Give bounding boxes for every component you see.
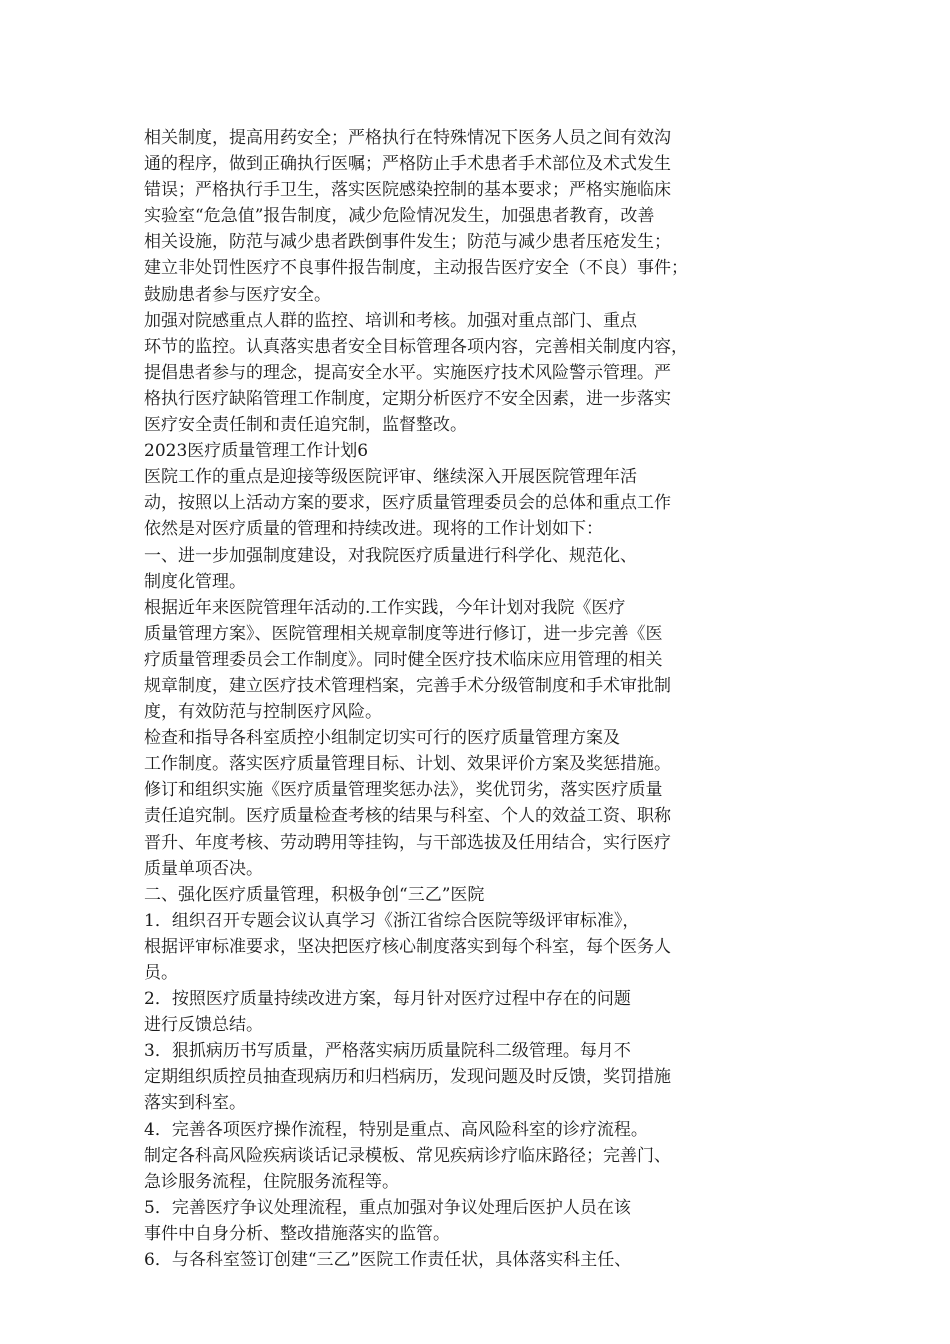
text-line: 度，有效防范与控制医疗风险。 — [144, 702, 382, 723]
text-line: 4．完善各项医疗操作流程，特别是重点、高风险科室的诊疗流程。 — [144, 1119, 648, 1140]
text-line: 二、强化医疗质量管理，积极争创“三乙”医院 — [144, 884, 485, 905]
text-line: 3．狠抓病历书写质量，严格落实病历质量院科二级管理。每月不 — [144, 1041, 631, 1062]
text-line: 进行反馈总结。 — [144, 1015, 263, 1036]
text-line: 制度化管理。 — [144, 571, 246, 592]
text-line: 通的程序，做到正确执行医嘱；严格防止手术患者手术部位及术式发生 — [144, 154, 671, 175]
text-line: 急诊服务流程，住院服务流程等。 — [144, 1171, 399, 1192]
text-line: 定期组织质控员抽查现病历和归档病历，发现问题及时反馈，奖罚措施 — [144, 1067, 671, 1088]
text-line: 环节的监控。认真落实患者安全目标管理各项内容，完善相关制度内容， — [144, 336, 688, 357]
text-line: 责任追究制。医疗质量检查考核的结果与科室、个人的效益工资、职称 — [144, 806, 671, 827]
text-line: 修订和组织实施《医疗质量管理奖惩办法》，奖优罚劣，落实医疗质量 — [144, 780, 663, 801]
text-line: 事件中自身分析、整改措施落实的监管。 — [144, 1223, 450, 1244]
section-heading: 2023医疗质量管理工作计划6 — [144, 441, 369, 462]
text-line: 6．与各科室签订创建“三乙”医院工作责任状，具体落实科主任、 — [144, 1250, 632, 1271]
text-line: 鼓励患者参与医疗安全。 — [144, 284, 331, 305]
text-line: 格执行医疗缺陷管理工作制度，定期分析医疗不安全因素，进一步落实 — [144, 388, 671, 409]
text-line: 规章制度，建立医疗技术管理档案，完善手术分级管制度和手术审批制 — [144, 675, 671, 696]
text-line: 工作制度。落实医疗质量管理目标、计划、效果评价方案及奖惩措施。 — [144, 754, 671, 775]
text-line: 一、进一步加强制度建设，对我院医疗质量进行科学化、规范化、 — [144, 545, 637, 566]
text-line: 质量管理方案》、医院管理相关规章制度等进行修订，进一步完善《医 — [144, 623, 663, 644]
text-line: 提倡患者参与的理念，提高安全水平。实施医疗技术风险警示管理。严 — [144, 362, 671, 383]
text-line: 相关制度，提高用药安全；严格执行在特殊情况下医务人员之间有效沟 — [144, 128, 671, 148]
text-line: 实验室“危急值”报告制度，减少危险情况发生，加强患者教育，改善 — [144, 206, 655, 227]
text-line: 加强对院感重点人群的监控、培训和考核。加强对重点部门、重点 — [144, 310, 637, 331]
text-line: 质量单项否决。 — [144, 858, 263, 879]
text-line: 制定各科高风险疾病谈话记录模板、常见疾病诊疗临床路径；完善门、 — [144, 1145, 671, 1166]
text-line: 2．按照医疗质量持续改进方案，每月针对医疗过程中存在的问题 — [144, 989, 631, 1010]
text-line: 根据评审标准要求，坚决把医疗核心制度落实到每个科室，每个医务人 — [144, 936, 671, 957]
text-line: 5．完善医疗争议处理流程，重点加强对争议处理后医护人员在该 — [144, 1197, 631, 1218]
text-line: 医院工作的重点是迎接等级医院评审、继续深入开展医院管理年活 — [144, 467, 637, 488]
text-line: 检查和指导各科室质控小组制定切实可行的医疗质量管理方案及 — [144, 728, 620, 749]
text-line: 疗质量管理委员会工作制度》。同时健全医疗技术临床应用管理的相关 — [144, 649, 663, 670]
text-line: 员。 — [144, 963, 178, 983]
text-line: 落实到科室。 — [144, 1093, 246, 1114]
text-line: 相关设施，防范与减少患者跌倒事件发生；防范与减少患者压疮发生； — [144, 232, 671, 253]
text-line: 建立非处罚性医疗不良事件报告制度，主动报告医疗安全（不良）事件； — [144, 258, 688, 279]
text-line: 1．组织召开专题会议认真学习《浙江省综合医院等级评审标准》， — [144, 910, 640, 931]
text-line: 根据近年来医院管理年活动的.工作实践，今年计划对我院《医疗 — [144, 597, 626, 618]
document-body — [144, 125, 764, 1273]
text-line: 动，按照以上活动方案的要求，医疗质量管理委员会的总体和重点工作 — [144, 493, 671, 514]
text-line: 医疗安全责任制和责任追究制，监督整改。 — [144, 415, 467, 436]
text-line: 晋升、年度考核、劳动聘用等挂钩，与干部选拔及任用结合，实行医疗 — [144, 832, 671, 853]
text-line: 错误；严格执行手卫生，落实医院感染控制的基本要求；严格实施临床 — [144, 180, 671, 201]
text-line: 依然是对医疗质量的管理和持续改进。现将的工作计划如下： — [144, 519, 603, 540]
